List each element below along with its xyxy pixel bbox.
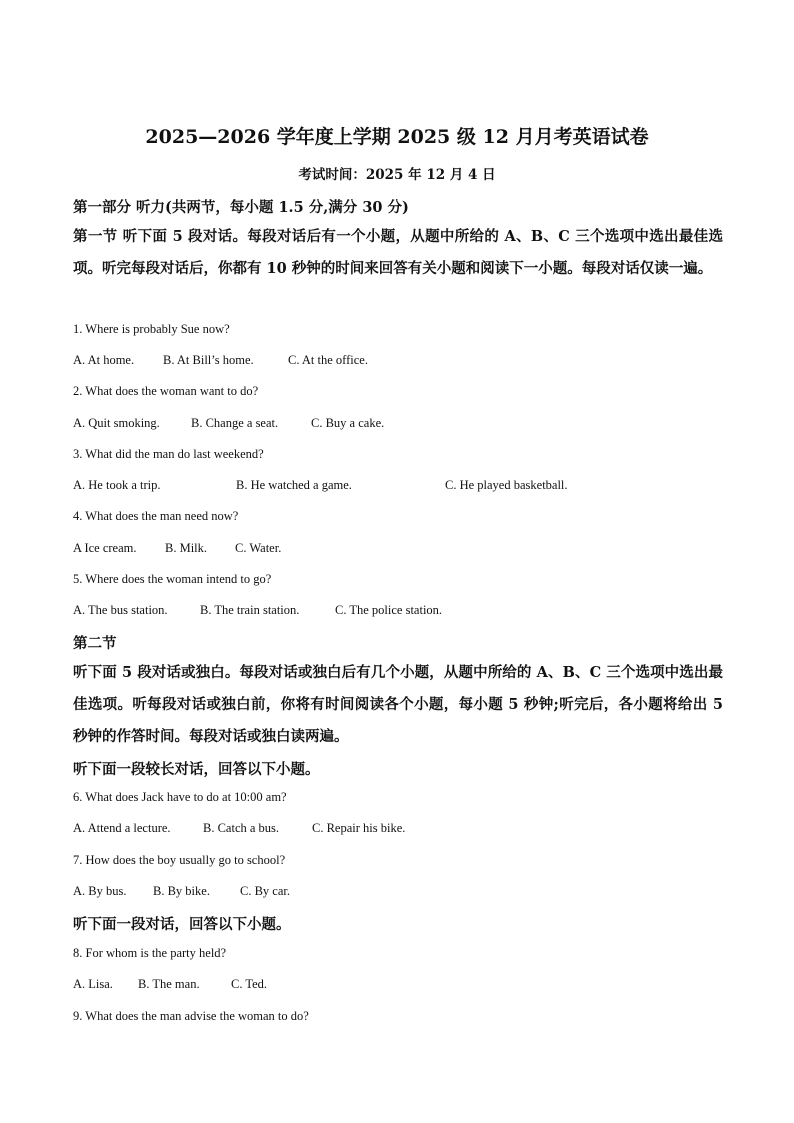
q8-option-a: A. Lisa.	[73, 977, 113, 991]
question-3: 3. What did the man do last weekend?	[73, 447, 264, 461]
part1-heading: 第一部分 听力(共两节，每小题 1.5 分,满分 30 分)	[73, 199, 409, 216]
q6-option-b: B. Catch a bus.	[203, 821, 280, 835]
question-7: 7. How does the boy usually go to school?	[73, 853, 286, 867]
q1-option-b: B. At Bill’s home.	[163, 353, 254, 367]
q1-option-c: C. At the office.	[288, 353, 368, 367]
question-8: 8. For whom is the party held?	[73, 946, 227, 960]
long-dialog-2-instruction: 听下面一段对话，回答以下小题。	[73, 916, 291, 933]
q5-option-b: B. The train station.	[200, 603, 300, 617]
section2-instructions: 听下面 5 段对话或独白。每段对话或独白后有几个小题，从题中所给的 A、B、C 三个选项中选出最佳选项。听每段对话或独白前，你将有时间阅读各个小题，每小题 5 秒钟;听完后，各小题将给出 5 秒钟的作答时间。每段对话或独白读两遍。	[73, 664, 723, 745]
q4-option-c: C. Water.	[235, 541, 282, 555]
question-4: 4. What does the man need now?	[73, 509, 239, 523]
q2-option-a: A. Quit smoking.	[73, 416, 160, 430]
q6-option-c: C. Repair his bike.	[312, 821, 406, 835]
question-9: 9. What does the man advise the woman to do?	[73, 1009, 309, 1023]
question-5: 5. Where does the woman intend to go?	[73, 572, 272, 586]
q7-option-c: C. By car.	[240, 884, 290, 898]
exam-time: 考试时间：2025 年 12 月 4 日	[298, 167, 496, 183]
q3-option-c: C. He played basketball.	[445, 478, 568, 492]
section1-instructions: 第一节 听下面 5 段对话。每段对话后有一个小题，从题中所给的 A、B、C 三个选项中选出最佳选项。听完每段对话后，你都有 10 秒钟的时间来回答有关小题和阅读下一小题。每段对话仅读一遍。	[73, 228, 723, 277]
q2-option-c: C. Buy a cake.	[311, 416, 385, 430]
q4-option-a: A Ice cream.	[73, 541, 137, 555]
question-1: 1. Where is probably Sue now?	[73, 322, 230, 336]
q8-option-c: C. Ted.	[231, 977, 268, 991]
q3-option-b: B. He watched a game.	[236, 478, 352, 492]
q6-option-a: A. Attend a lecture.	[73, 821, 171, 835]
q4-option-b: B. Milk.	[165, 541, 208, 555]
q7-option-a: A. By bus.	[73, 884, 127, 898]
question-6: 6. What does Jack have to do at 10:00 am?	[73, 790, 287, 804]
q2-option-b: B. Change a seat.	[191, 416, 279, 430]
q8-option-b: B. The man.	[138, 977, 200, 991]
exam-title: 2025—2026 学年度上学期 2025 级 12 月月考英语试卷	[145, 126, 649, 148]
q5-option-c: C. The police station.	[335, 603, 443, 617]
q1-option-a: A. At home.	[73, 353, 135, 367]
q5-option-a: A. The bus station.	[73, 603, 168, 617]
q7-option-b: B. By bike.	[153, 884, 210, 898]
q3-option-a: A. He took a trip.	[73, 478, 161, 492]
question-2: 2. What does the woman want to do?	[73, 384, 259, 398]
long-dialog-1-instruction: 听下面一段较长对话，回答以下小题。	[73, 761, 320, 778]
section2-heading: 第二节	[73, 635, 117, 652]
